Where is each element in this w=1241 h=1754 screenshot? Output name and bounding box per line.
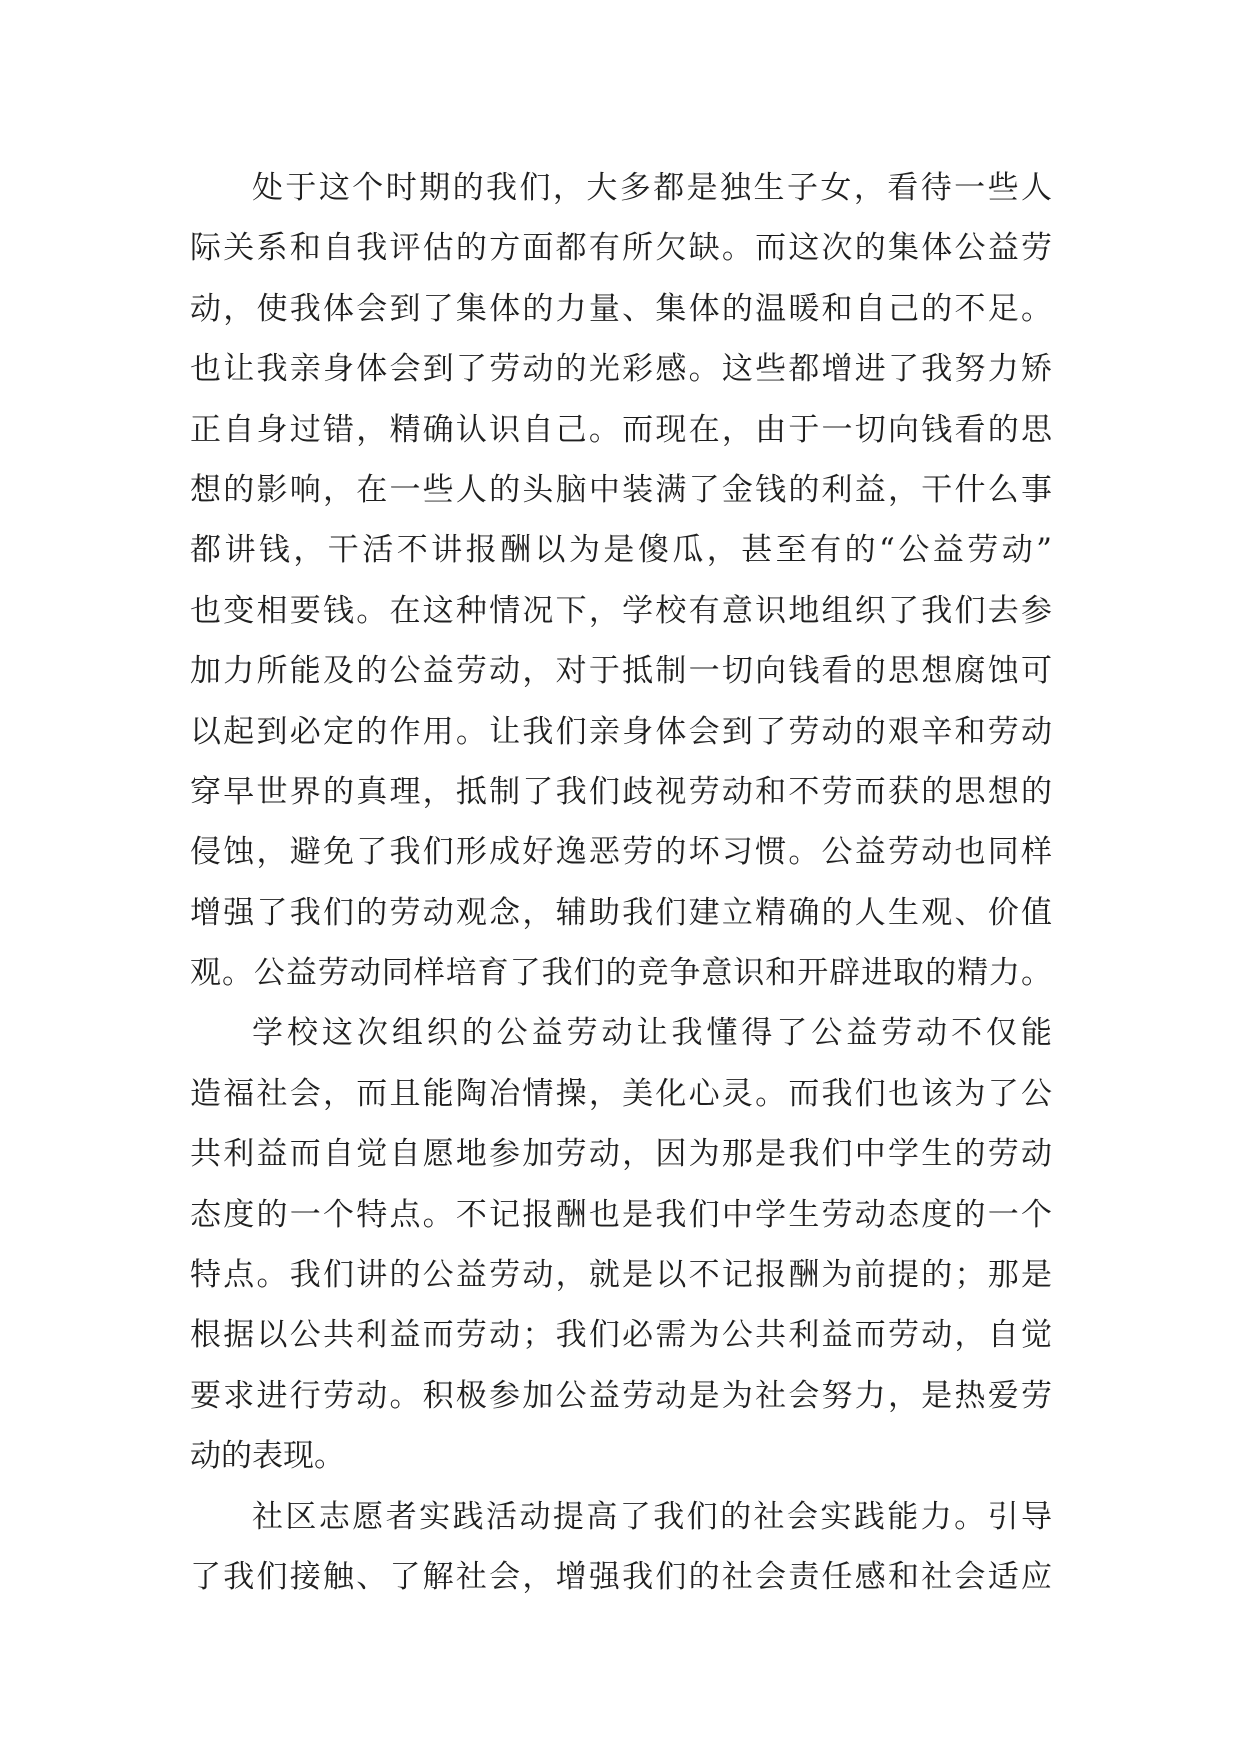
text-line: 特点。我们讲的公益劳动，就是以不记报酬为前提的；那是: [190, 1257, 1052, 1294]
text-line: 际关系和自我评估的方面都有所欠缺。而这次的集体公益劳: [190, 230, 1052, 267]
text-line: 也变相要钱。在这种情况下，学校有意识地组织了我们去参: [190, 592, 1052, 629]
text-line: 社区志愿者实践活动提高了我们的社会实践能力。引导: [252, 1498, 1052, 1535]
paragraph-3: [190, 1487, 1052, 1608]
text-line: 以起到必定的作用。让我们亲身体会到了劳动的艰辛和劳动: [190, 713, 1052, 750]
text-line: 动的表现。: [190, 1438, 345, 1475]
text-line: 了我们接触、了解社会，增强我们的社会责任感和社会适应: [190, 1558, 1052, 1595]
text-line: 动，使我体会到了集体的力量、集体的温暖和自己的不足。: [190, 290, 1052, 327]
text-line: 造福社会，而且能陶冶情操，美化心灵。而我们也该为了公: [190, 1075, 1052, 1112]
text-line: 也让我亲身体会到了劳动的光彩感。这些都增进了我努力矫: [190, 351, 1052, 388]
text-line: 共利益而自觉自愿地参加劳动，因为那是我们中学生的劳动: [190, 1136, 1052, 1173]
text-line: 学校这次组织的公益劳动让我懂得了公益劳动不仅能: [252, 1015, 1052, 1052]
text-line: 根据以公共利益而劳动；我们必需为公共利益而劳动，自觉: [190, 1317, 1052, 1354]
text-line: 正自身过错，精确认识自己。而现在，由于一切向钱看的思: [190, 411, 1052, 448]
text-line: 态度的一个特点。不记报酬也是我们中学生劳动态度的一个: [190, 1196, 1052, 1233]
text-line: 加力所能及的公益劳动，对于抵制一切向钱看的思想腐蚀可: [190, 653, 1052, 690]
paragraph-2: [190, 1003, 1052, 1486]
text-line: 侵蚀，避免了我们形成好逸恶劳的坏习惯。公益劳动也同样: [190, 834, 1052, 871]
body-text: [190, 158, 1052, 1607]
paragraph-1: [190, 158, 1052, 1003]
text-line: 想的影响，在一些人的头脑中装满了金钱的利益，干什么事: [190, 471, 1052, 508]
text-line: 要求进行劳动。积极参加公益劳动是为社会努力，是热爱劳: [190, 1377, 1052, 1414]
text-line: 都讲钱，干活不讲报酬以为是傻瓜，甚至有的“公益劳动”: [190, 532, 1052, 569]
text-line: 处于这个时期的我们，大多都是独生子女，看待一些人: [252, 170, 1052, 206]
text-line: 增强了我们的劳动观念，辅助我们建立精确的人生观、价值: [190, 894, 1052, 931]
text-line: 观。公益劳动同样培育了我们的竞争意识和开辟进取的精力。: [190, 955, 1052, 992]
text-line: 穿早世界的真理，抵制了我们歧视劳动和不劳而获的思想的: [190, 773, 1052, 810]
